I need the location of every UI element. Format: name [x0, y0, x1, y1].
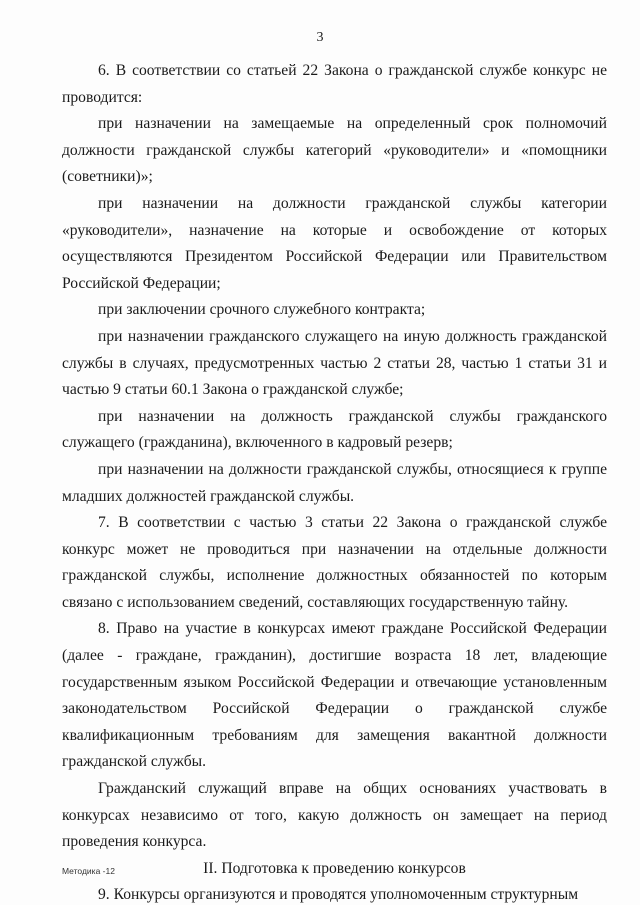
- page-number: 3: [316, 30, 324, 45]
- paragraph-6-item-1: при назначении на замещаемые на определенный срок полномочий должности гражданской службы категорий «руководители» и «помощники (советники)»;: [62, 115, 607, 186]
- paragraph-6-item-6: при назначении на должности гражданской службы, относящиеся к группе младших должностей гражданской службы.: [62, 460, 607, 505]
- paragraph-6-item-4: при назначении гражданского служащего на иную должность гражданской службы в случаях, предусмотренных частью 2 статьи 28, частью 1 статьи 31 и частью 9 статьи 60.1 Закона о гражданской службе;: [62, 327, 607, 399]
- paragraph-6: 6. В соответствии со статьей 22 Закона о гражданской службе конкурс не проводится:: [62, 62, 607, 106]
- paragraph-8-note: Гражданский служащий вправе на общих основаниях участвовать в конкурсах независимо от того, какую должность он замещает на период проведения конкурса.: [62, 780, 607, 851]
- paragraph-7: 7. В соответствии с частью 3 статьи 22 Закона о гражданской службе конкурс может не проводиться при назначении на отдельные должности гражданской службы, исполнение должностных обязанностей по которым связано с использованием сведений, составляющих государственную тайну.: [62, 514, 607, 611]
- paragraph-8: 8. Право на участие в конкурсах имеют граждане Российской Федерации (далее - граждане, гражданин), достигшие возраста 18 лет, владеющие государственным языком Российской Федерации и отвечающие установленным законодательством Российской Федерации о гражданской службе квалификационным требованиям для замещения вакантной должности гражданской службы.: [62, 620, 607, 771]
- paragraph-6-item-2: при назначении на должности гражданской службы категории «руководители», назначение на которые и освобождение от которых осуществляются Президентом Российской Федерации или Правительством Российской Федерации;: [62, 194, 607, 292]
- section-heading: II. Подготовка к проведению конкурсов: [203, 859, 466, 877]
- paragraph-9: 9. Конкурсы организуются и проводятся уполномоченным структурным: [98, 886, 579, 904]
- paragraph-6-item-3: при заключении срочного служебного контракта;: [98, 301, 426, 319]
- document-body: [62, 58, 607, 909]
- footer-label: Методика -12: [62, 866, 115, 876]
- paragraph-6-item-5: при назначении на должность гражданской службы гражданского служащего (гражданина), включенного в кадровый резерв;: [62, 407, 607, 452]
